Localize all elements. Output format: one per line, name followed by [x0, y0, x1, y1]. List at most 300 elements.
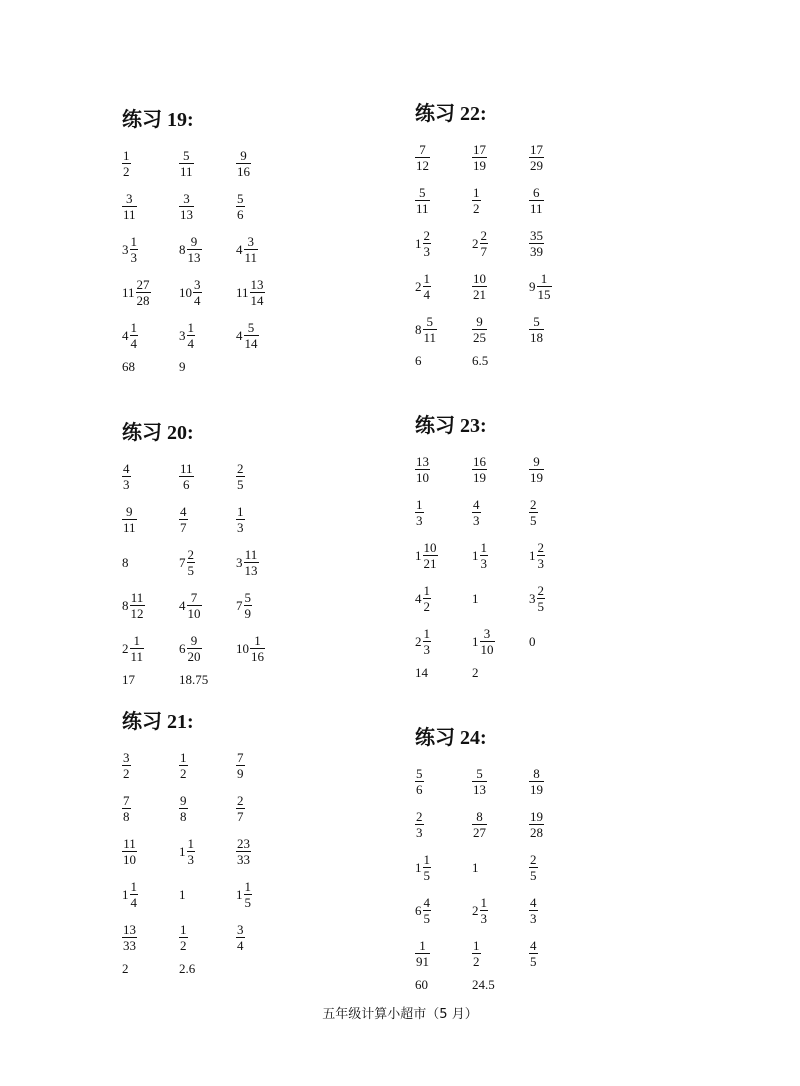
fraction [187, 633, 202, 664]
fraction [537, 583, 546, 614]
whole-number: 6 [179, 641, 186, 656]
fraction [423, 626, 432, 657]
denominator: 14 [244, 336, 258, 351]
whole-number: 2 [472, 236, 479, 251]
fraction [415, 938, 430, 969]
whole-number: 1 [472, 548, 479, 563]
fraction-item [236, 873, 293, 916]
fraction-item [236, 787, 293, 830]
fraction-item [472, 534, 529, 577]
fraction [480, 228, 489, 259]
fraction [480, 895, 489, 926]
numerator: 10 [473, 271, 486, 286]
fraction [415, 454, 430, 485]
fraction-item [179, 787, 236, 830]
fraction-item [122, 584, 179, 627]
denominator: 33 [237, 852, 250, 867]
denominator: 18 [530, 330, 543, 345]
fraction-item [122, 541, 179, 584]
numerator: 3 [122, 191, 137, 207]
fraction-item [415, 803, 472, 846]
fraction-item [472, 308, 529, 351]
denominator: 3 [187, 852, 194, 867]
fraction [122, 504, 137, 535]
fraction-item [415, 222, 472, 265]
denominator: 5 [530, 954, 537, 969]
exercise-row [122, 830, 422, 873]
numerator: 1 [187, 320, 194, 335]
numerator: 1 [480, 540, 487, 555]
fraction [244, 879, 253, 910]
denominator: 10 [187, 606, 201, 621]
fraction [423, 583, 432, 614]
numerator: 1 [187, 836, 194, 851]
numerator: 1 [473, 185, 480, 200]
fraction-item [179, 916, 236, 959]
fraction [236, 750, 245, 781]
answer-row [122, 959, 422, 979]
denominator: 10 [480, 642, 494, 657]
numerator: 1 [123, 148, 130, 163]
denominator: 7 [480, 244, 487, 259]
denominator: 16 [237, 164, 250, 179]
fraction-item [236, 584, 293, 627]
fraction-item [236, 228, 293, 271]
fraction-item [122, 314, 179, 357]
fraction-item [179, 541, 236, 584]
fraction-item [236, 271, 293, 314]
denominator: 11 [530, 201, 543, 216]
fraction-item [472, 491, 529, 534]
fraction [415, 766, 424, 797]
exercise-24 [415, 726, 715, 995]
fraction-item [415, 308, 472, 351]
fraction [480, 540, 489, 571]
numerator: 1 [423, 626, 430, 641]
denominator: 19 [530, 782, 543, 797]
fraction [193, 277, 202, 308]
denominator: 8 [123, 809, 130, 824]
fraction [472, 809, 487, 840]
denominator: 3 [537, 556, 544, 571]
exercise-row [415, 803, 715, 846]
whole-number: 2 [415, 634, 422, 649]
numerator: 9 [529, 454, 544, 470]
fraction [187, 836, 196, 867]
numerator: 3 [237, 922, 244, 937]
exercise-title: 练习 22: [415, 103, 487, 125]
denominator: 28 [530, 825, 543, 840]
whole-number: 2 [415, 279, 422, 294]
fraction-item [122, 455, 179, 498]
fraction [244, 320, 259, 351]
answer-value: 9 [179, 359, 186, 374]
exercise-grid [415, 448, 715, 663]
whole-number: 3 [179, 328, 186, 343]
whole-number: 4 [122, 328, 129, 343]
denominator: 2 [423, 599, 430, 614]
fraction-item [472, 932, 529, 975]
fraction [529, 142, 544, 173]
numerator: 1 [473, 938, 480, 953]
numerator: 4 [123, 461, 130, 476]
whole-number: 1 [529, 548, 536, 563]
denominator: 11 [123, 207, 136, 222]
fraction-item [122, 787, 179, 830]
denominator: 14 [250, 293, 264, 308]
fraction-item [236, 185, 293, 228]
exercise-row [122, 584, 422, 627]
denominator: 9 [237, 766, 244, 781]
whole-number: 1 [472, 591, 479, 606]
fraction [236, 922, 245, 953]
fraction [537, 540, 546, 571]
denominator: 7 [237, 809, 244, 824]
numerator: 4 [180, 504, 187, 519]
exercise-row [415, 620, 715, 663]
fraction-item [122, 830, 179, 873]
fraction [130, 633, 145, 664]
page-footer: 五年级计算小超市（5 月） [322, 1007, 478, 1022]
whole-number: 1 [179, 844, 186, 859]
numerator: 5 [472, 766, 487, 782]
fraction-item [529, 846, 586, 889]
fraction [423, 852, 432, 883]
fraction-item [122, 627, 179, 670]
exercise-row [122, 271, 422, 314]
fraction [122, 148, 131, 179]
answer-value: 6.5 [472, 353, 489, 368]
numerator: 1 [130, 633, 145, 649]
denominator: 11 [180, 164, 193, 179]
fraction [122, 750, 131, 781]
fraction-item [529, 222, 586, 265]
whole-number: 2 [122, 641, 129, 656]
numerator: 2 [237, 461, 244, 476]
fraction-item [179, 744, 236, 787]
denominator: 19 [530, 470, 543, 485]
fraction-item [415, 932, 472, 975]
fraction-item [472, 620, 529, 663]
exercise-row [415, 448, 715, 491]
denominator: 4 [237, 938, 244, 953]
denominator: 4 [130, 895, 137, 910]
numerator: 5 [416, 766, 423, 781]
denominator: 11 [123, 520, 136, 535]
denominator: 6 [183, 477, 190, 492]
exercise-grid [122, 744, 422, 959]
denominator: 2 [123, 766, 130, 781]
fraction-item [529, 448, 586, 491]
answer-value: 68 [122, 359, 135, 374]
numerator: 7 [123, 793, 130, 808]
fraction [122, 793, 131, 824]
fraction [236, 191, 245, 222]
denominator: 3 [416, 513, 423, 528]
numerator: 1 [130, 879, 137, 894]
fraction-item [236, 744, 293, 787]
denominator: 4 [187, 336, 194, 351]
numerator: 5 [529, 314, 544, 330]
fraction-item [179, 584, 236, 627]
fraction-item [472, 889, 529, 932]
fraction [472, 314, 487, 345]
fraction [529, 497, 538, 528]
answer-value: 17 [122, 672, 135, 687]
denominator: 13 [187, 250, 201, 265]
denominator: 3 [423, 244, 430, 259]
fraction-item [415, 846, 472, 889]
fraction [236, 504, 245, 535]
fraction-item [529, 760, 586, 803]
numerator: 17 [530, 142, 543, 157]
exercise-row [415, 534, 715, 577]
fraction-item [415, 136, 472, 179]
fraction-item [236, 314, 293, 357]
fraction [244, 234, 259, 265]
numerator: 17 [473, 142, 486, 157]
fraction [130, 320, 139, 351]
denominator: 19 [473, 470, 486, 485]
numerator: 23 [237, 836, 250, 851]
whole-number: 1 [415, 236, 422, 251]
numerator: 3 [194, 277, 201, 292]
fraction [236, 461, 245, 492]
numerator: 4 [423, 895, 430, 910]
numerator: 1 [244, 879, 251, 894]
fraction [244, 590, 253, 621]
exercise-row [415, 265, 715, 308]
answer-value: 14 [415, 665, 428, 680]
exercise-21 [122, 710, 422, 979]
whole-number: 10 [179, 285, 192, 300]
answer-row [122, 670, 422, 690]
exercise-title: 练习 19: [122, 109, 194, 131]
numerator: 1 [423, 852, 430, 867]
numerator: 35 [530, 228, 543, 243]
fraction [537, 271, 552, 302]
fraction [179, 504, 188, 535]
denominator: 19 [473, 158, 486, 173]
whole-number: 7 [179, 555, 186, 570]
answer-row [415, 351, 715, 371]
whole-number: 3 [529, 591, 536, 606]
fraction [244, 547, 259, 578]
denominator: 3 [416, 825, 423, 840]
fraction-item [415, 889, 472, 932]
fraction-item [179, 627, 236, 670]
denominator: 5 [187, 563, 194, 578]
fraction-item [472, 265, 529, 308]
exercise-row [122, 228, 422, 271]
numerator: 1 [180, 750, 187, 765]
fraction [250, 633, 265, 664]
numerator: 4 [530, 938, 537, 953]
fraction [236, 836, 251, 867]
numerator: 6 [529, 185, 544, 201]
fraction [529, 852, 538, 883]
fraction [236, 793, 245, 824]
denominator: 2 [473, 201, 480, 216]
denominator: 3 [130, 250, 137, 265]
numerator: 1 [237, 504, 244, 519]
whole-number: 2 [472, 903, 479, 918]
denominator: 5 [244, 895, 251, 910]
fraction [423, 228, 432, 259]
fraction-item [529, 179, 586, 222]
fraction [529, 314, 544, 345]
denominator: 91 [416, 954, 429, 969]
fraction [423, 271, 432, 302]
fraction [236, 148, 251, 179]
fraction [179, 922, 188, 953]
fraction [423, 895, 432, 926]
fraction-item [529, 889, 586, 932]
exercise-row [122, 873, 422, 916]
fraction-item [179, 455, 236, 498]
numerator: 2 [537, 583, 544, 598]
fraction-item [415, 491, 472, 534]
fraction-item [179, 873, 236, 916]
denominator: 10 [123, 852, 136, 867]
fraction-item [236, 541, 293, 584]
fraction-item [529, 534, 586, 577]
denominator: 21 [473, 287, 486, 302]
numerator: 1 [250, 633, 265, 649]
numerator: 9 [180, 793, 187, 808]
numerator: 13 [250, 277, 264, 292]
denominator: 12 [416, 158, 429, 173]
whole-number: 8 [415, 322, 422, 337]
denominator: 2 [473, 954, 480, 969]
denominator: 6 [237, 207, 244, 222]
numerator: 1 [130, 320, 137, 335]
denominator: 5 [237, 477, 244, 492]
fraction-item [179, 830, 236, 873]
exercise-grid [122, 142, 422, 357]
exercise-row [415, 308, 715, 351]
numerator: 3 [179, 191, 194, 207]
fraction-item [236, 142, 293, 185]
denominator: 3 [480, 911, 487, 926]
numerator: 1 [423, 583, 430, 598]
denominator: 5 [530, 868, 537, 883]
numerator: 9 [236, 148, 251, 164]
whole-number: 1 [472, 860, 479, 875]
whole-number: 4 [179, 598, 186, 613]
fraction [187, 590, 202, 621]
fraction-item [122, 271, 179, 314]
denominator: 3 [530, 911, 537, 926]
exercise-row [122, 744, 422, 787]
exercise-23 [415, 414, 715, 683]
fraction [472, 766, 487, 797]
fraction [529, 895, 538, 926]
exercise-row [122, 498, 422, 541]
numerator: 5 [244, 320, 259, 336]
denominator: 3 [123, 477, 130, 492]
exercise-title: 练习 23: [415, 415, 487, 437]
numerator: 4 [530, 895, 537, 910]
exercise-row [122, 142, 422, 185]
exercise-grid [122, 455, 422, 670]
denominator: 10 [416, 470, 429, 485]
answer-value: 6 [415, 353, 422, 368]
whole-number: 4 [415, 591, 422, 606]
whole-number: 1 [122, 887, 129, 902]
fraction-item [529, 265, 586, 308]
denominator: 2 [180, 766, 187, 781]
fraction-item [529, 932, 586, 975]
denominator: 25 [473, 330, 486, 345]
fraction [415, 185, 430, 216]
fraction [130, 234, 139, 265]
answer-value: 2.6 [179, 961, 196, 976]
numerator: 9 [187, 234, 202, 250]
whole-number: 3 [122, 242, 129, 257]
numerator: 11 [180, 461, 193, 476]
denominator: 11 [130, 649, 144, 664]
exercise-row [415, 491, 715, 534]
fraction-item [415, 534, 472, 577]
fraction-item [179, 498, 236, 541]
denominator: 13 [180, 207, 193, 222]
denominator: 28 [136, 293, 150, 308]
whole-number: 1 [179, 887, 186, 902]
whole-number: 1 [236, 887, 243, 902]
denominator: 2 [123, 164, 130, 179]
denominator: 39 [530, 244, 543, 259]
fraction-item [179, 185, 236, 228]
fraction-item [122, 228, 179, 271]
fraction-item [472, 222, 529, 265]
fraction-item [179, 271, 236, 314]
whole-number: 1 [415, 860, 422, 875]
fraction [122, 836, 137, 867]
exercise-row [415, 846, 715, 889]
fraction-item [122, 498, 179, 541]
denominator: 5 [537, 599, 544, 614]
denominator: 7 [180, 520, 187, 535]
fraction-item [179, 314, 236, 357]
fraction-item [415, 448, 472, 491]
answer-row [122, 357, 422, 377]
fraction-item [415, 265, 472, 308]
numerator: 5 [237, 191, 244, 206]
numerator: 5 [179, 148, 194, 164]
whole-number: 11 [236, 285, 249, 300]
exercise-row [415, 577, 715, 620]
denominator: 6 [416, 782, 423, 797]
fraction-item [415, 760, 472, 803]
numerator: 1 [423, 271, 430, 286]
numerator: 2 [187, 547, 194, 562]
fraction [529, 185, 544, 216]
fraction-item [472, 846, 529, 889]
fraction [472, 271, 487, 302]
exercise-row [122, 185, 422, 228]
whole-number: 1 [472, 634, 479, 649]
numerator: 8 [472, 809, 487, 825]
numerator: 3 [480, 626, 495, 642]
whole-number: 3 [236, 555, 243, 570]
answer-value: 2 [122, 961, 129, 976]
fraction [187, 234, 202, 265]
exercise-grid [415, 136, 715, 351]
fraction [480, 626, 495, 657]
exercise-row [122, 314, 422, 357]
numerator: 5 [244, 590, 251, 605]
